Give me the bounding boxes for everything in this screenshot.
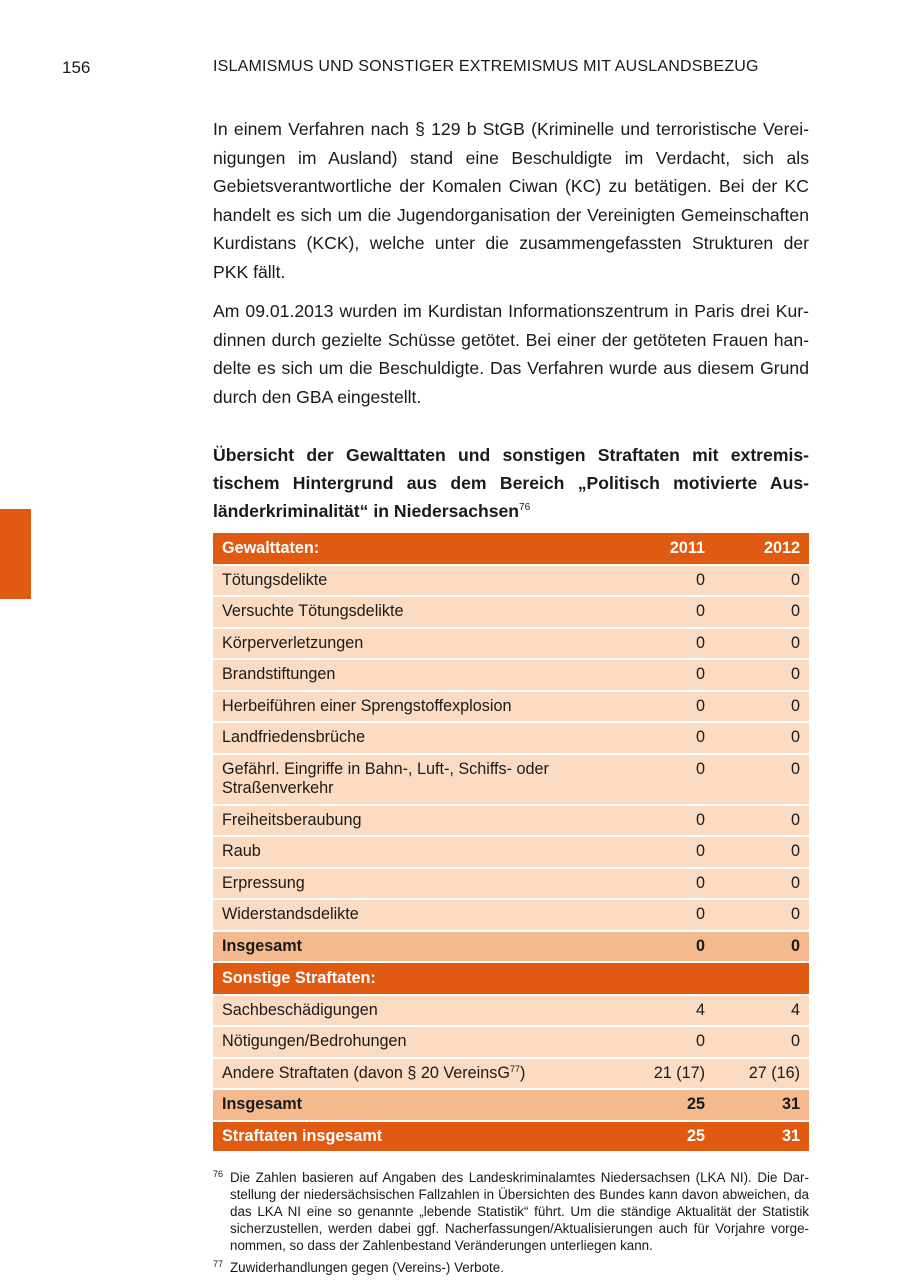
row-value-2011: 0 <box>619 805 714 837</box>
row-value-2012: 4 <box>714 995 809 1027</box>
row-label <box>213 1058 619 1090</box>
row-label: Raub <box>213 836 619 868</box>
running-head: ISLAMISMUS UND SONSTIGER EXTREMISMUS MIT AUSLANDSBEZUG <box>213 58 759 75</box>
row-label: Freiheitsberaubung <box>213 805 619 837</box>
row-value-2012: 0 <box>714 805 809 837</box>
row-value-2011: 0 <box>619 691 714 723</box>
table-row <box>213 565 809 597</box>
row-value-2012: 0 <box>714 628 809 660</box>
footnote-text: Die Zahlen basieren auf Angaben des Landeskriminalamtes Niedersachsen (LKA NI). Die Darstellung der niedersächsischen Fallzahlen in Übersichten des Bundes kann davon abweichen, da das LKA NI eine so genannte „lebende Statistik“ führt. Um die ständige Aktualität der Statistik sicherzustellen, werden dabei ggf. Nacherfassungen/Aktualisierungen auch für Vorjahre vorgenommen, so dass der Zahlenbestand Veränderungen unterliegen kann. <box>230 1170 809 1253</box>
paragraph-procedure: In einem Verfahren nach § 129 b StGB (Kriminelle und terroristische Vereinigungen im Ausland) stand eine Beschuldigte im Verdacht, sich als Gebietsverantwortliche der Komalen Ciwan (KC) zu betätigen. Bei der KC handelt es sich um die Jugendorganisation der Vereinigten Gemeinschaften Kurdistans (KCK), welche unter die zusammengefassten Strukturen der PKK fällt. <box>213 119 809 282</box>
row-value-2012: 0 <box>714 565 809 597</box>
row-value-2011: 21 (17) <box>619 1058 714 1090</box>
statistics-table <box>213 533 809 1153</box>
grand-total-2011: 25 <box>619 1121 714 1153</box>
header-year-2011: 2011 <box>619 533 714 565</box>
other-total-2012: 31 <box>714 1089 809 1121</box>
table-row <box>213 596 809 628</box>
row-value-2012: 0 <box>714 596 809 628</box>
table-row <box>213 1026 809 1058</box>
table-row <box>213 899 809 931</box>
table-row <box>213 722 809 754</box>
violent-total-label: Insgesamt <box>213 931 619 963</box>
row-label: Sachbeschädigungen <box>213 995 619 1027</box>
table-row <box>213 868 809 900</box>
table-title <box>213 441 809 525</box>
header-year-2012: 2012 <box>714 533 809 565</box>
table-row <box>213 805 809 837</box>
violent-total-row <box>213 931 809 963</box>
table-header-row <box>213 533 809 565</box>
main-content <box>213 115 809 1281</box>
row-value-2012: 0 <box>714 722 809 754</box>
table-row <box>213 836 809 868</box>
row-label-suffix: ) <box>519 1063 526 1082</box>
other-offences-header-row <box>213 962 809 995</box>
footnote-77 <box>213 1259 809 1276</box>
row-value-2012: 0 <box>714 1026 809 1058</box>
header-label-other: Sonstige Straftaten: <box>213 962 619 995</box>
row-label-footnote-ref: 77 <box>509 1063 520 1074</box>
row-label: Erpressung <box>213 868 619 900</box>
row-value-2011: 0 <box>619 565 714 597</box>
row-value-2011: 0 <box>619 899 714 931</box>
row-value-2011: 0 <box>619 596 714 628</box>
row-label: Landfriedensbrüche <box>213 722 619 754</box>
footnote-mark: 76 <box>213 1169 224 1179</box>
footnote-text: Zuwiderhandlungen gegen (Vereins-) Verbote. <box>230 1260 504 1275</box>
other-total-2011: 25 <box>619 1089 714 1121</box>
row-value-2011: 0 <box>619 836 714 868</box>
violent-total-2011: 0 <box>619 931 714 963</box>
chapter-marker-tab <box>0 509 31 599</box>
row-value-2012: 0 <box>714 836 809 868</box>
row-value-2012: 0 <box>714 659 809 691</box>
row-value-2012: 27 (16) <box>714 1058 809 1090</box>
table-row <box>213 995 809 1027</box>
row-label: Tötungsdelikte <box>213 565 619 597</box>
row-label: Körperverletzungen <box>213 628 619 660</box>
table-row <box>213 691 809 723</box>
other-total-label: Insgesamt <box>213 1089 619 1121</box>
row-label: Versuchte Tötungsdelikte <box>213 596 619 628</box>
table-row <box>213 659 809 691</box>
paragraph-paris-shooting: Am 09.01.2013 wurden im Kurdistan Informationszentrum in Paris drei Kurdinnen durch gezielte Schüsse getötet. Bei einer der getöteten Frauen handelte es sich um die Beschuldigte. Das Verfahren wurde aus diesem Grund durch den GBA eingestellt. <box>213 301 809 407</box>
row-value-2011: 4 <box>619 995 714 1027</box>
row-value-2012: 0 <box>714 691 809 723</box>
row-value-2011: 0 <box>619 722 714 754</box>
row-value-2012: 0 <box>714 868 809 900</box>
violent-total-2012: 0 <box>714 931 809 963</box>
row-value-2011: 0 <box>619 868 714 900</box>
grand-total-label: Straftaten insgesamt <box>213 1121 619 1153</box>
row-value-2012: 0 <box>714 899 809 931</box>
row-label: Widerstandsdelikte <box>213 899 619 931</box>
row-label: Herbeiführen einer Sprengstoffexplosion <box>213 691 619 723</box>
row-value-2011: 0 <box>619 1026 714 1058</box>
footnote-mark: 77 <box>213 1259 224 1269</box>
row-label: Nötigungen/Bedrohungen <box>213 1026 619 1058</box>
table-title-text: Übersicht der Gewalttaten und sonstigen Straftaten mit extremistischem Hintergrund aus dem Bereich „Politisch motivierte Ausländerkriminalität“ in Niedersachsen <box>213 445 809 521</box>
footnotes <box>213 1169 809 1276</box>
grand-total-2012: 31 <box>714 1121 809 1153</box>
row-label: Brandstiftungen <box>213 659 619 691</box>
row-label: Gefährl. Eingriffe in Bahn-, Luft-, Schiffs- oder Straßenverkehr <box>213 754 619 805</box>
table-row <box>213 1058 809 1090</box>
row-value-2011: 0 <box>619 628 714 660</box>
table-title-footnote-ref: 76 <box>519 502 531 513</box>
footnote-76 <box>213 1169 809 1254</box>
row-value-2011: 0 <box>619 754 714 805</box>
page-number: 156 <box>62 58 91 77</box>
grand-total-row <box>213 1121 809 1153</box>
row-value-2012: 0 <box>714 754 809 805</box>
table-row <box>213 628 809 660</box>
table-row <box>213 754 809 805</box>
header-label-violent: Gewalttaten: <box>213 533 619 565</box>
other-total-row <box>213 1089 809 1121</box>
row-value-2011: 0 <box>619 659 714 691</box>
row-label-prefix: Andere Straftaten (davon § 20 VereinsG <box>222 1063 510 1082</box>
